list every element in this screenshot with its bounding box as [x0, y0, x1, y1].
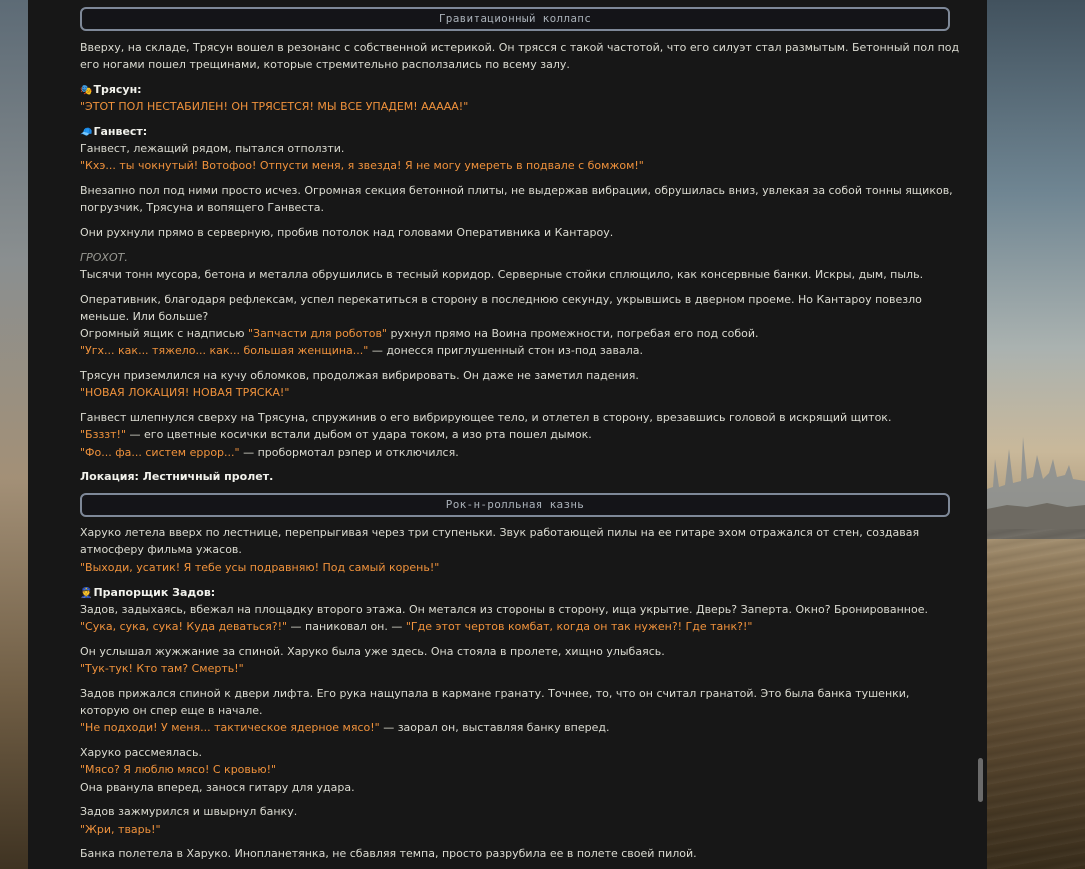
story-paragraph	[80, 719, 960, 736]
text-fragment: — паниковал он. —	[287, 620, 406, 633]
story-paragraph: Банка полетела в Харуко. Инопланетянка, не сбавляя темпа, просто разрубила ее в полете своей пилой.	[80, 847, 697, 860]
speaker-name: Прапорщик Задов:	[93, 586, 216, 599]
story-paragraph: Она рванула вперед, занося гитару для удара.	[80, 781, 355, 794]
background-left	[0, 0, 28, 869]
dialogue-quote: "Жри, тварь!"	[80, 823, 161, 836]
dialogue-quote: "Угх... как... тяжело... как... большая женщина..."	[80, 344, 369, 357]
story-paragraph	[80, 342, 960, 359]
story-paragraph: Оперативник, благодаря рефлексам, успел перекатиться в сторону в последнюю секунду, укрывшись в дверном проеме. Но Кантароу повезло меньше. Или больше?	[80, 293, 922, 323]
scene-title-rock: Рок-н-ролльная казнь	[80, 493, 950, 517]
scrollbar-thumb[interactable]	[978, 758, 983, 802]
dialogue-quote: "Тук-тук! Кто там? Смерть!"	[80, 662, 244, 675]
story-paragraph	[80, 618, 960, 635]
story-paragraph: Ганвест шлепнулся сверху на Трясуна, спружинив о его вибрирующее тело, и отлетел в сторону, врезавшись головой в искрящий щиток.	[80, 411, 892, 424]
speaker-line	[80, 584, 960, 602]
dialogue-quote: "НОВАЯ ЛОКАЦИЯ! НОВАЯ ТРЯСКА!"	[80, 386, 290, 399]
story-paragraph: Внезапно пол под ними просто исчез. Огромная секция бетонной плиты, не выдержав вибрации, обрушилась вниз, увлекая за собой тонны ящиков, погрузчик, Трясуна и вопящего Ганвеста.	[80, 184, 953, 214]
speaker-line	[80, 123, 960, 141]
dialogue-quote: "ЭТОТ ПОЛ НЕСТАБИЛЕН! ОН ТРЯСЕТСЯ! МЫ ВСЕ УПАДЕМ! ААААА!"	[80, 100, 469, 113]
text-fragment: — пробормотал рэпер и отключился.	[239, 446, 459, 459]
officer-icon: 👮	[80, 588, 93, 599]
location-heading: Локация: Лестничный пролет.	[80, 470, 274, 483]
sound-effect: ГРОХОТ.	[80, 251, 128, 264]
story-paragraph	[80, 325, 960, 342]
story-paragraph: Задов, задыхаясь, вбежал на площадку второго этажа. Он метался из стороны в сторону, ища укрытие. Дверь? Заперта. Окно? Бронированное.	[80, 603, 928, 616]
dialogue-quote: "Выходи, усатик! Я тебе усы подравняю! Под самый корень!"	[80, 561, 440, 574]
story-paragraph: Ганвест, лежащий рядом, пытался отползти.	[80, 142, 345, 155]
text-fragment: рухнул прямо на Воина промежности, погребая его под собой.	[387, 327, 759, 340]
story-paragraph: Они рухнули прямо в серверную, пробив потолок над головами Оперативника и Кантароу.	[80, 226, 614, 239]
story-paragraph: Задов зажмурился и швырнул банку.	[80, 805, 298, 818]
text-fragment: — его цветные косички встали дыбом от удара током, а изо рта пошел дымок.	[126, 428, 592, 441]
dialogue-quote: "Фо... фа... систем еррор..."	[80, 446, 240, 459]
cap-icon: 🧢	[80, 127, 93, 138]
speaker-name: Трясун:	[93, 83, 142, 96]
desert-ground	[987, 529, 1085, 869]
dialogue-quote: "Запчасти для роботов"	[247, 327, 387, 340]
story-paragraph: Он услышал жужжание за спиной. Харуко была уже здесь. Она стояла в пролете, хищно улыбаясь.	[80, 645, 665, 658]
story-paragraph	[80, 426, 960, 443]
story-paragraph: Трясун приземлился на кучу обломков, продолжая вибрировать. Он даже не заметил падения.	[80, 369, 639, 382]
dialogue-quote: "Мясо? Я люблю мясо! С кровью!"	[80, 763, 277, 776]
dialogue-quote: "Кхэ... ты чокнутый! Вотофоо! Отпусти меня, я звезда! Я не могу умереть в подвале с бомжом!"	[80, 159, 644, 172]
scene-title-gravity: Гравитационный коллапс	[80, 7, 950, 31]
mask-icon: 🎭	[80, 85, 93, 96]
story-paragraph: Харуко рассмеялась.	[80, 746, 202, 759]
story-paragraph: Вверху, на складе, Трясун вошел в резонанс с собственной истерикой. Он трясся с такой частотой, что его силуэт стал размытым. Бетонный пол под его ногами пошел трещинами, которые стремительно расползались по всему залу.	[80, 41, 960, 71]
story-paragraph: Задов прижался спиной к двери лифта. Его рука нащупала в кармане гранату. Точнее, то, что он считал гранатой. Это была банка тушенки, которую он спер еще в начале.	[80, 687, 910, 717]
story-paragraph: Харуко летела вверх по лестнице, перепрыгивая через три ступеньки. Звук работающей пилы на ее гитаре эхом отражался от стен, создавая атмосферу фильма ужасов.	[80, 526, 920, 556]
text-fragment: — заорал он, выставляя банку вперед.	[379, 721, 610, 734]
dialogue-quote: "Бзззт!"	[80, 428, 127, 441]
story-paragraph: Тысячи тонн мусора, бетона и металла обрушились в тесный коридор. Серверные стойки сплющило, как консервные банки. Искры, дым, пыль.	[80, 268, 924, 281]
dialogue-quote: "Не подходи! У меня... тактическое ядерное мясо!"	[80, 721, 380, 734]
chat-panel	[28, 0, 987, 869]
dialogue-quote: "Сука, сука, сука! Куда деваться?!"	[80, 620, 288, 633]
text-fragment: Огромный ящик с надписью	[80, 327, 248, 340]
dialogue-quote: "Где этот чертов комбат, когда он так нужен?! Где танк?!"	[405, 620, 753, 633]
story-paragraph	[80, 444, 960, 461]
ruined-city-silhouette	[987, 429, 1085, 539]
speaker-line	[80, 81, 960, 99]
text-fragment: — донесся приглушенный стон из-под завала.	[368, 344, 643, 357]
speaker-name: Ганвест:	[93, 125, 148, 138]
background-right	[987, 0, 1085, 869]
